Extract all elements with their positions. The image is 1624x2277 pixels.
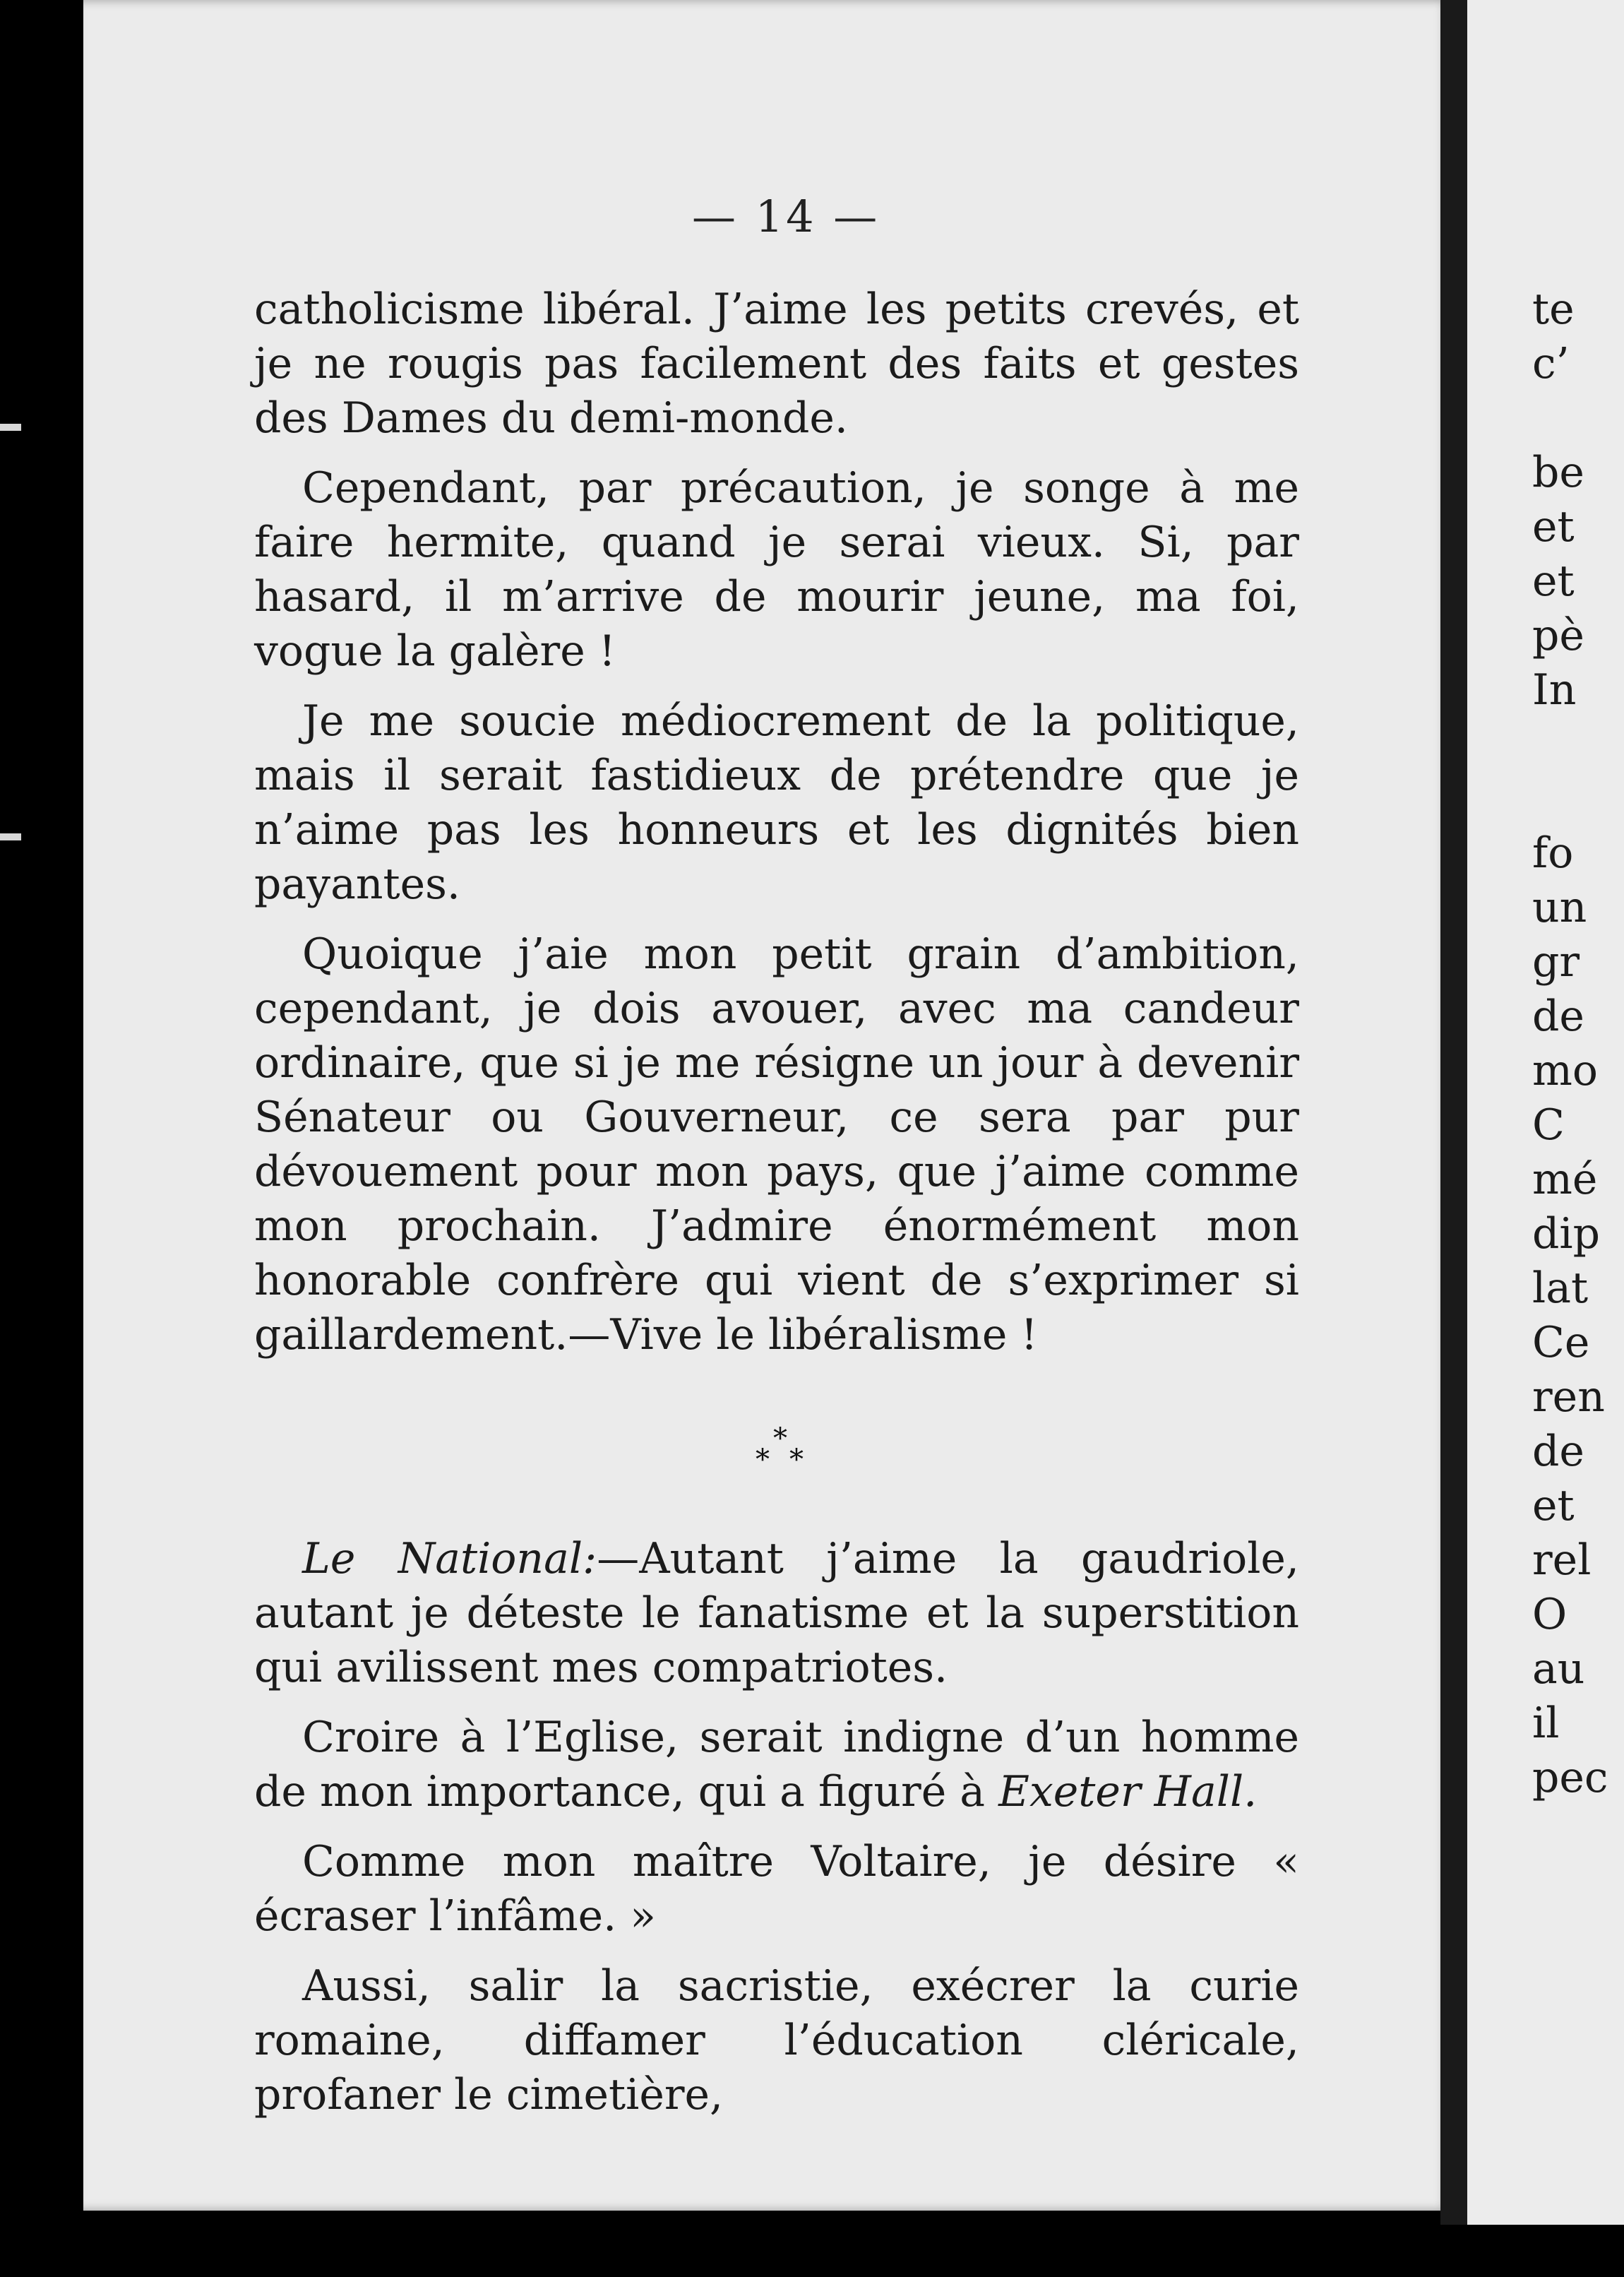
right-line: te [1532, 285, 1575, 334]
separator-star: * [789, 1444, 804, 1476]
paragraph-8: Aussi, salir la sacristie, exécrer la curie romaine, diffamer l’éducation cléricale, profaner le cimetière, [254, 1961, 1299, 2120]
speaker-name: Le National: [302, 1534, 597, 1583]
right-line: Ce [1532, 1318, 1590, 1367]
paragraph-5-text: —Autant j’aime la gaudriole, autant je déteste le fanatisme et la superstition qui avilissent mes compatriotes. [254, 1534, 1299, 1692]
right-line: pè [1532, 611, 1584, 660]
right-line: de [1532, 1427, 1584, 1476]
right-line: et [1532, 557, 1575, 606]
right-line: gr [1532, 937, 1580, 987]
paragraph-4: Quoique j’aie mon petit grain d’ambition, cependant, je dois avouer, avec ma candeur ordinaire, que si je me résigne un jour à devenir Sénateur ou Gouverneur, ce sera par pur dévouement pour mon pays, que j’aime comme mon prochain. J’admire énormément mon honorable confrère qui vient de s’exprimer si gaillardement.—Vive le libéralisme ! [254, 929, 1299, 1360]
right-line: be [1532, 448, 1584, 497]
paragraph-2: Cependant, par précaution, je songe à me faire hermite, quand je serai vieux. Si, par hasard, il m’arrive de mourir jeune, ma foi, vogue la galère ! [254, 463, 1299, 676]
paragraph-5 [254, 1532, 1299, 1695]
right-line: mo [1532, 1046, 1599, 1095]
right-line: ren [1532, 1372, 1605, 1422]
right-line: rel [1532, 1535, 1592, 1585]
right-line: mé [1532, 1155, 1598, 1204]
left-page-text [254, 283, 1299, 2138]
right-line: lat [1532, 1264, 1589, 1313]
right-line: O [1532, 1590, 1568, 1639]
right-line: pec [1532, 1753, 1608, 1802]
right-line: In [1532, 665, 1577, 715]
right-line: au [1532, 1644, 1585, 1694]
separator-star: * [756, 1444, 770, 1476]
paragraph-3: Je me soucie médiocrement de la politique, mais il serait fastidieux de prétendre que je n’aime pas les honneurs et les dignités bien payantes. [254, 696, 1299, 909]
right-line: dip [1532, 1209, 1601, 1259]
right-line [1532, 718, 1624, 772]
right-line: de [1532, 992, 1584, 1041]
paragraph-1: catholicisme libéral. J’aime les petits crevés, et je ne rougis pas facilement des faits et gestes des Dames du demi-monde. [254, 285, 1299, 443]
exeter-hall-reference: Exeter Hall. [998, 1767, 1258, 1817]
scan-edge-mark [0, 833, 21, 840]
right-line: c’ [1532, 339, 1570, 388]
right-line: et [1532, 502, 1575, 552]
paragraph-6 [254, 1711, 1299, 1819]
section-separator [254, 1384, 1299, 1504]
right-line: il [1532, 1699, 1560, 1748]
right-page-text [1532, 283, 1624, 1805]
paragraph-7: Comme mon maître Voltaire, je désire « écraser l’infâme. » [254, 1837, 1299, 1941]
right-line: un [1532, 883, 1587, 932]
separator-star: * [773, 1422, 787, 1455]
paragraph-6-text: Croire à l’Eglise, serait indigne d’un homme de mon importance, qui a figuré à [254, 1713, 1299, 1817]
right-line [1532, 391, 1624, 446]
right-line: fo [1532, 828, 1574, 878]
scan-edge-mark [0, 424, 21, 431]
right-line [1532, 772, 1624, 826]
right-line: et [1532, 1481, 1575, 1530]
page-number: — 14 — [692, 191, 880, 242]
right-line: C [1532, 1100, 1565, 1150]
